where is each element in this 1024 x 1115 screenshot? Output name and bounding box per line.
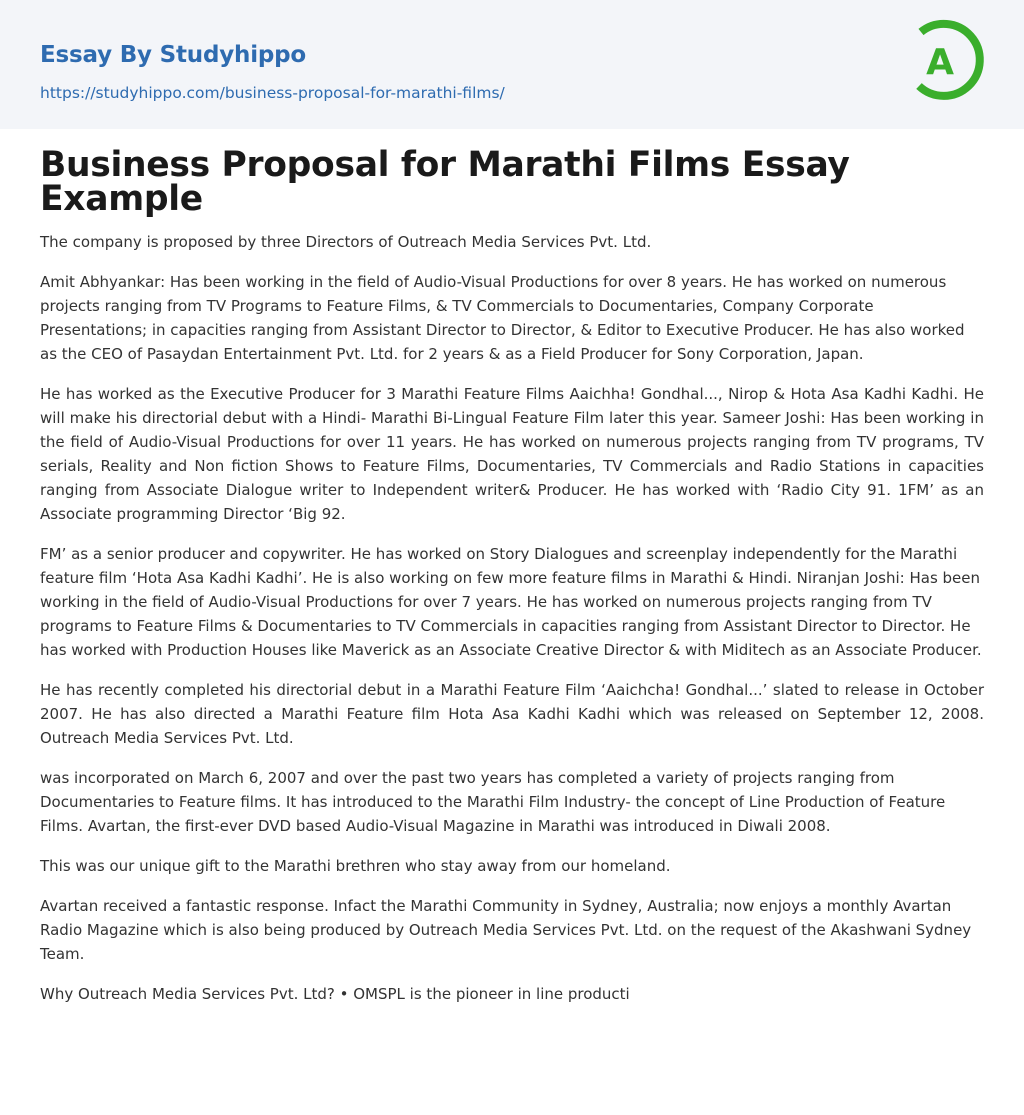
article-paragraph: He has recently completed his directorial debut in a Marathi Feature Film ‘Aaichcha! Gondhal...’ slated to release in October 2007. He has also directed a Marathi Feature film Hota Asa Kadhi Kadhi which was released on September 12, 2008. Outreach Media Services Pvt. Ltd. — [40, 681, 984, 747]
source-url-link[interactable]: https://studyhippo.com/business-proposal-for-marathi-films/ — [40, 84, 505, 102]
studyhippo-logo-icon[interactable] — [909, 16, 989, 108]
site-header — [0, 0, 1024, 129]
article-paragraph: The company is proposed by three Directors of Outreach Media Services Pvt. Ltd. — [40, 233, 652, 251]
article-paragraph: was incorporated on March 6, 2007 and over the past two years has completed a variety of projects ranging from Documentaries to Feature films. It has introduced to the Marathi Film Industry- the concept of Line Production of Feature Films. Avartan, the first-ever DVD based Audio-Visual Magazine in Marathi was introduced in Diwali 2008. — [40, 769, 946, 835]
article-paragraph: FM’ as a senior producer and copywriter. He has worked on Story Dialogues and screenplay independently for the Marathi feature film ‘Hota Asa Kadhi Kadhi’. He is also working on few more feature films in Marathi & Hindi. Niranjan Joshi: Has been working in the field of Audio-Visual Productions for over 7 years. He has worked on numerous projects ranging from TV programs to Feature Films & Documentaries to TV Commercials in capacities ranging from Assistant Director to Director. He has worked with Production Houses like Maverick as an Associate Creative Director & with Miditech as an Associate Producer. — [40, 545, 982, 659]
svg-text:A: A — [926, 42, 954, 83]
site-brand[interactable]: Essay By Studyhippo — [40, 42, 307, 68]
article-body — [0, 145, 1024, 1006]
article-title: Business Proposal for Marathi Films Essay Example — [40, 145, 850, 219]
article-paragraph: He has worked as the Executive Producer for 3 Marathi Feature Films Aaichha! Gondhal..., Nirop & Hota Asa Kadhi Kadhi. He will make his directorial debut with a Hindi- Marathi Bi-Lingual Feature Film later this year. Sameer Joshi: Has been working in the field of Audio-Visual Productions for over 11 years. He has worked on numerous projects ranging from TV programs, TV serials, Reality and Non fiction Shows to Feature Films, Documentaries, TV Commercials and Radio Stations in capacities ranging from Associate Dialogue writer to Independent writer& Producer. He has worked with ‘Radio City 91. 1FM’ as an Associate programming Director ‘Big 92. — [40, 385, 984, 523]
article-paragraph: Avartan received a fantastic response. Infact the Marathi Community in Sydney, Australia; now enjoys a monthly Avartan Radio Magazine which is also being produced by Outreach Media Services Pvt. Ltd. on the request of the Akashwani Sydney Team. — [40, 897, 972, 963]
article-paragraph: Why Outreach Media Services Pvt. Ltd? • OMSPL is the pioneer in line producti — [40, 985, 630, 1003]
article-paragraph: Amit Abhyankar: Has been working in the field of Audio-Visual Productions for over 8 years. He has worked on numerous projects ranging from TV Programs to Feature Films, & TV Commercials to Documentaries, Company Corporate Presentations; in capacities ranging from Assistant Director to Director, & Editor to Executive Producer. He has also worked as the CEO of Pasaydan Entertainment Pvt. Ltd. for 2 years & as a Field Producer for Sony Corporation, Japan. — [40, 273, 965, 363]
article-paragraph: This was our unique gift to the Marathi brethren who stay away from our homeland. — [40, 857, 671, 875]
